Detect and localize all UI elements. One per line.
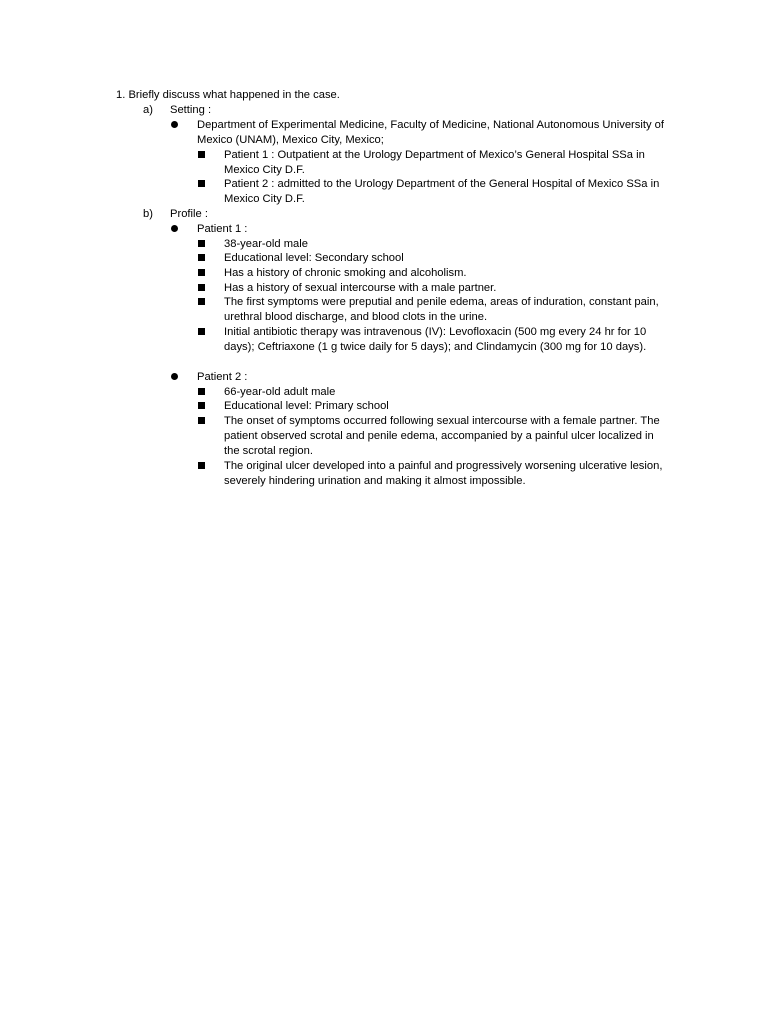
bullet-square-icon	[198, 180, 205, 187]
bullet-square-icon	[198, 269, 205, 276]
patient-1-item: Has a history of chronic smoking and alcoholism.	[224, 267, 467, 279]
section-a-marker: a)	[143, 104, 153, 116]
bullet-dot-icon	[171, 225, 178, 232]
bullet-dot-icon	[171, 373, 178, 380]
setting-patient-1: Patient 1 : Outpatient at the Urology Department of Mexico’s General Hospital SSa in Mexico City D.F.	[224, 149, 645, 176]
bullet-square-icon	[198, 388, 205, 395]
patient-1-item: Educational level: Secondary school	[224, 252, 404, 264]
bullet-square-icon	[198, 417, 205, 424]
bullet-square-icon	[198, 254, 205, 261]
patient-1-item: 38-year-old male	[224, 238, 308, 250]
bullet-square-icon	[198, 328, 205, 335]
section-b-label: Profile :	[170, 208, 208, 220]
patient-2-item: Educational level: Primary school	[224, 400, 389, 412]
bullet-square-icon	[198, 151, 205, 158]
patient-2-item: The onset of symptoms occurred following sexual intercourse with a female partner. The patient observed scrotal and penile edema, accompanied by a painful ulcer localized in the scrotal region.	[224, 415, 660, 457]
patient-2-item: The original ulcer developed into a painful and progressively worsening ulcerative lesion, severely hindering urination and making it almost impossible.	[224, 460, 663, 487]
patient-1-item: Initial antibiotic therapy was intravenous (IV): Levofloxacin (500 mg every 24 hr for 10 days); Ceftriaxone (1 g twice daily for 5 days); and Clindamycin (300 mg for 10 days).	[224, 326, 647, 353]
bullet-square-icon	[198, 284, 205, 291]
patient-2-label: Patient 2 :	[197, 371, 248, 383]
patient-1-label: Patient 1 :	[197, 223, 248, 235]
patient-1-item: Has a history of sexual intercourse with a male partner.	[224, 282, 497, 294]
setting-location: Department of Experimental Medicine, Faculty of Medicine, National Autonomous University of Mexico (UNAM), Mexico City, Mexico;	[197, 119, 664, 146]
bullet-dot-icon	[171, 121, 178, 128]
question-heading: 1. Briefly discuss what happened in the case.	[116, 89, 340, 101]
patient-2-item: 66-year-old adult male	[224, 386, 336, 398]
setting-patient-2: Patient 2 : admitted to the Urology Department of the General Hospital of Mexico SSa in Mexico City D.F.	[224, 178, 660, 205]
bullet-square-icon	[198, 298, 205, 305]
section-b-marker: b)	[143, 208, 153, 220]
bullet-square-icon	[198, 402, 205, 409]
bullet-square-icon	[198, 462, 205, 469]
bullet-square-icon	[198, 240, 205, 247]
section-a-label: Setting :	[170, 104, 212, 116]
patient-1-item: The first symptoms were preputial and penile edema, areas of induration, constant pain, urethral blood discharge, and blood clots in the urine.	[224, 296, 659, 323]
